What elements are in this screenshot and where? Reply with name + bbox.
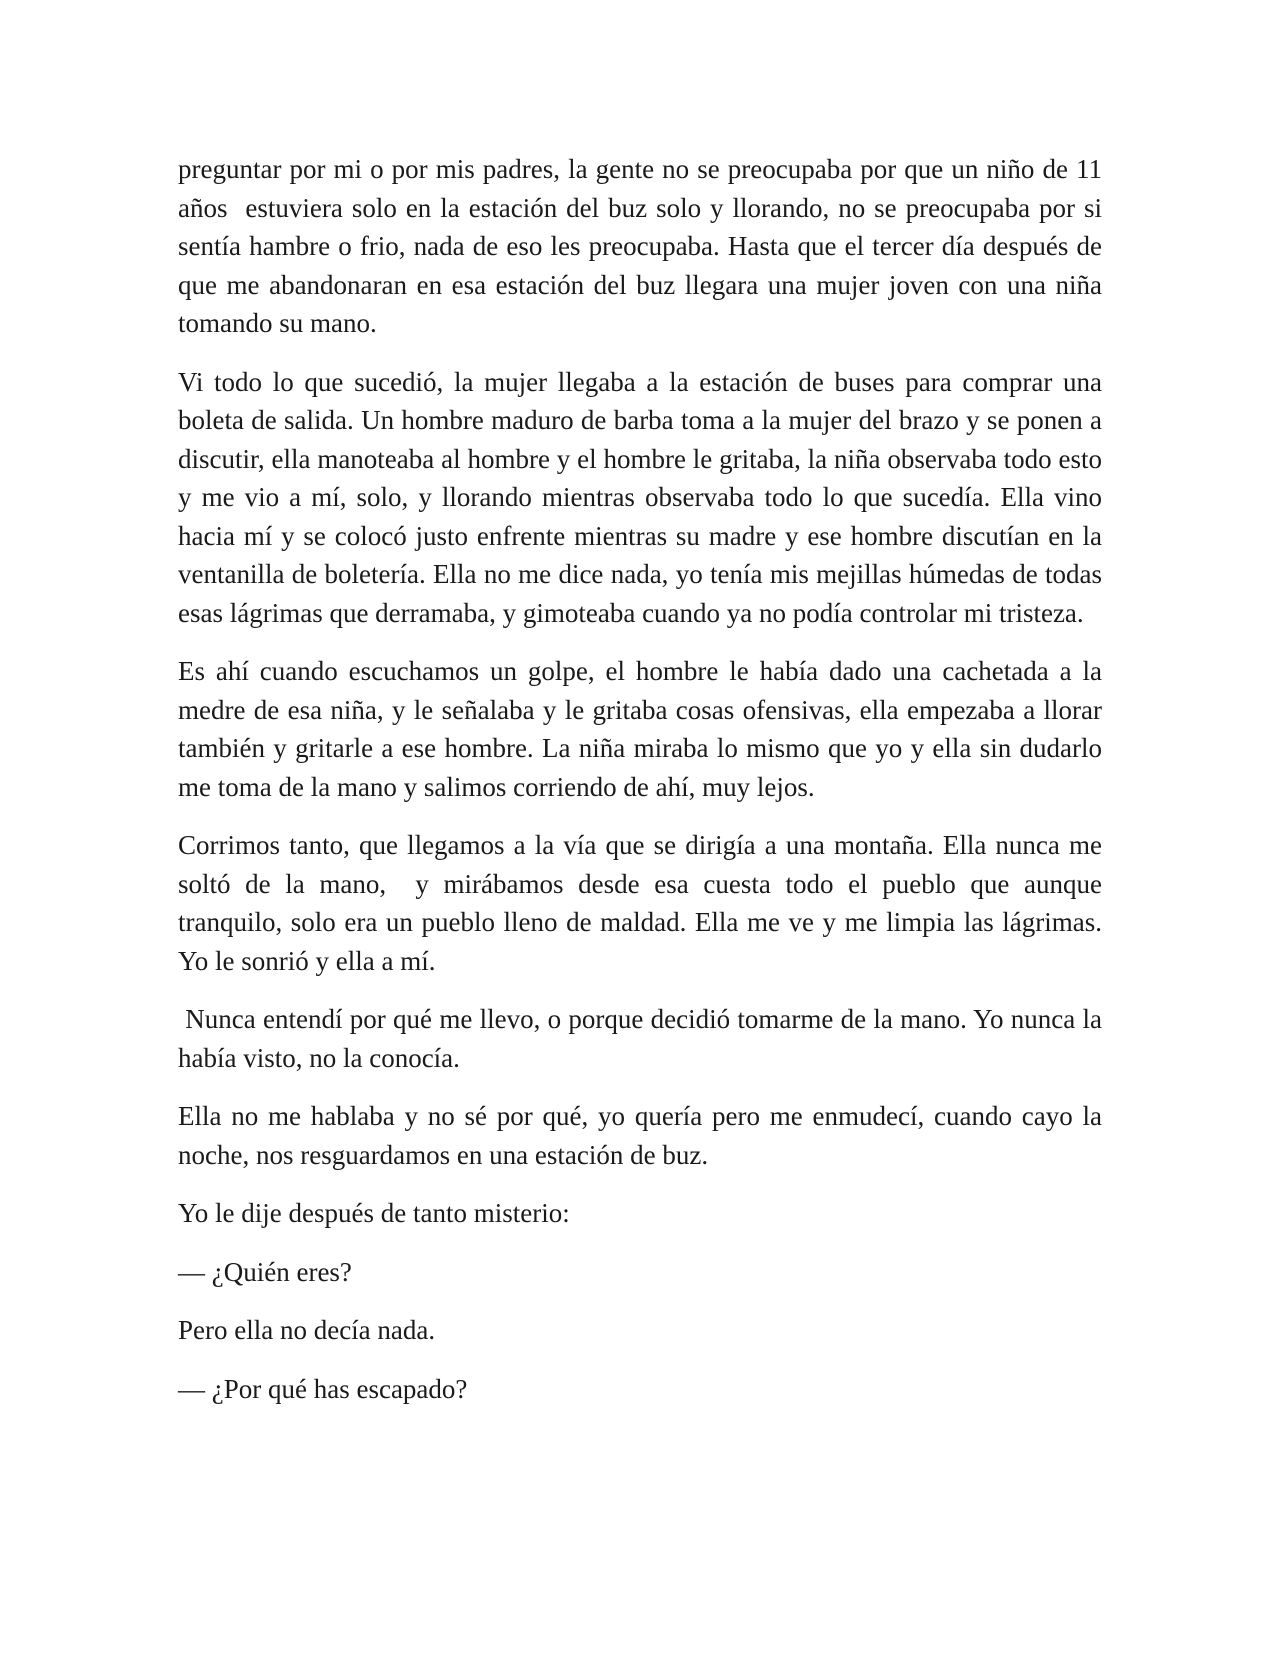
paragraph-6: Ella no me hablaba y no sé por qué, yo quería pero me enmudecí, cuando cayo la noche, nos resguardamos en una estación de buz. (178, 1101, 1109, 1170)
paragraph-4: Corrimos tanto, que llegamos a la vía que se dirigía a una montaña. Ella nunca me soltó de la mano, y mirábamos desde esa cuesta todo el pueblo que aunque tranquilo, solo era un pueblo lleno de maldad. Ella me ve y me limpia las lágrimas. Yo le sonrió y ella a mí. (178, 830, 1109, 976)
dialogue-line-1: — ¿Quién eres? (178, 1256, 352, 1287)
paragraph-3: Es ahí cuando escuchamos un golpe, el hombre le había dado una cachetada a la medre de esa niña, y le señalaba y le gritaba cosas ofensivas, ella empezaba a llorar también y gritarle a ese hombre. La niña miraba lo mismo que yo y ella sin dudarlo me toma de la mano y salimos corriendo de ahí, muy lejos. (178, 656, 1109, 802)
paragraph-2: Vi todo lo que sucedió, la mujer llegaba a la estación de buses para comprar una boleta de salida. Un hombre maduro de barba toma a la mujer del brazo y se ponen a discutir, ella manoteaba al hombre y el hombre le gritaba, la niña observaba todo esto y me vio a mí, solo, y llorando mientras observaba todo lo que sucedía. Ella vino hacia mí y se colocó justo enfrente mientras su madre y ese hombre discutían en la ventanilla de boletería. Ella no me dice nada, yo tenía mis mejillas húmedas de todas esas lágrimas que derramaba, y gimoteaba cuando ya no podía controlar mi tristeza. (178, 366, 1109, 628)
paragraph-5: Nunca entendí por qué me llevo, o porque decidió tomarme de la mano. Yo nunca la había visto, no la conocía. (178, 1004, 1109, 1073)
document-page (178, 150, 1109, 1428)
paragraph-8: Pero ella no decía nada. (178, 1315, 436, 1345)
dialogue-line-2: — ¿Por qué has escapado? (178, 1373, 468, 1404)
paragraph-7: Yo le dije después de tanto misterio: (178, 1198, 570, 1228)
paragraph-1: preguntar por mi o por mis padres, la gente no se preocupaba por que un niño de 11 años estuviera solo en la estación del buz solo y llorando, no se preocupaba por si sentía hambre o frio, nada de eso les preocupaba. Hasta que el tercer día después de que me abandonaran en esa estación del buz llegara una mujer joven con una niña tomando su mano. (178, 154, 1109, 338)
